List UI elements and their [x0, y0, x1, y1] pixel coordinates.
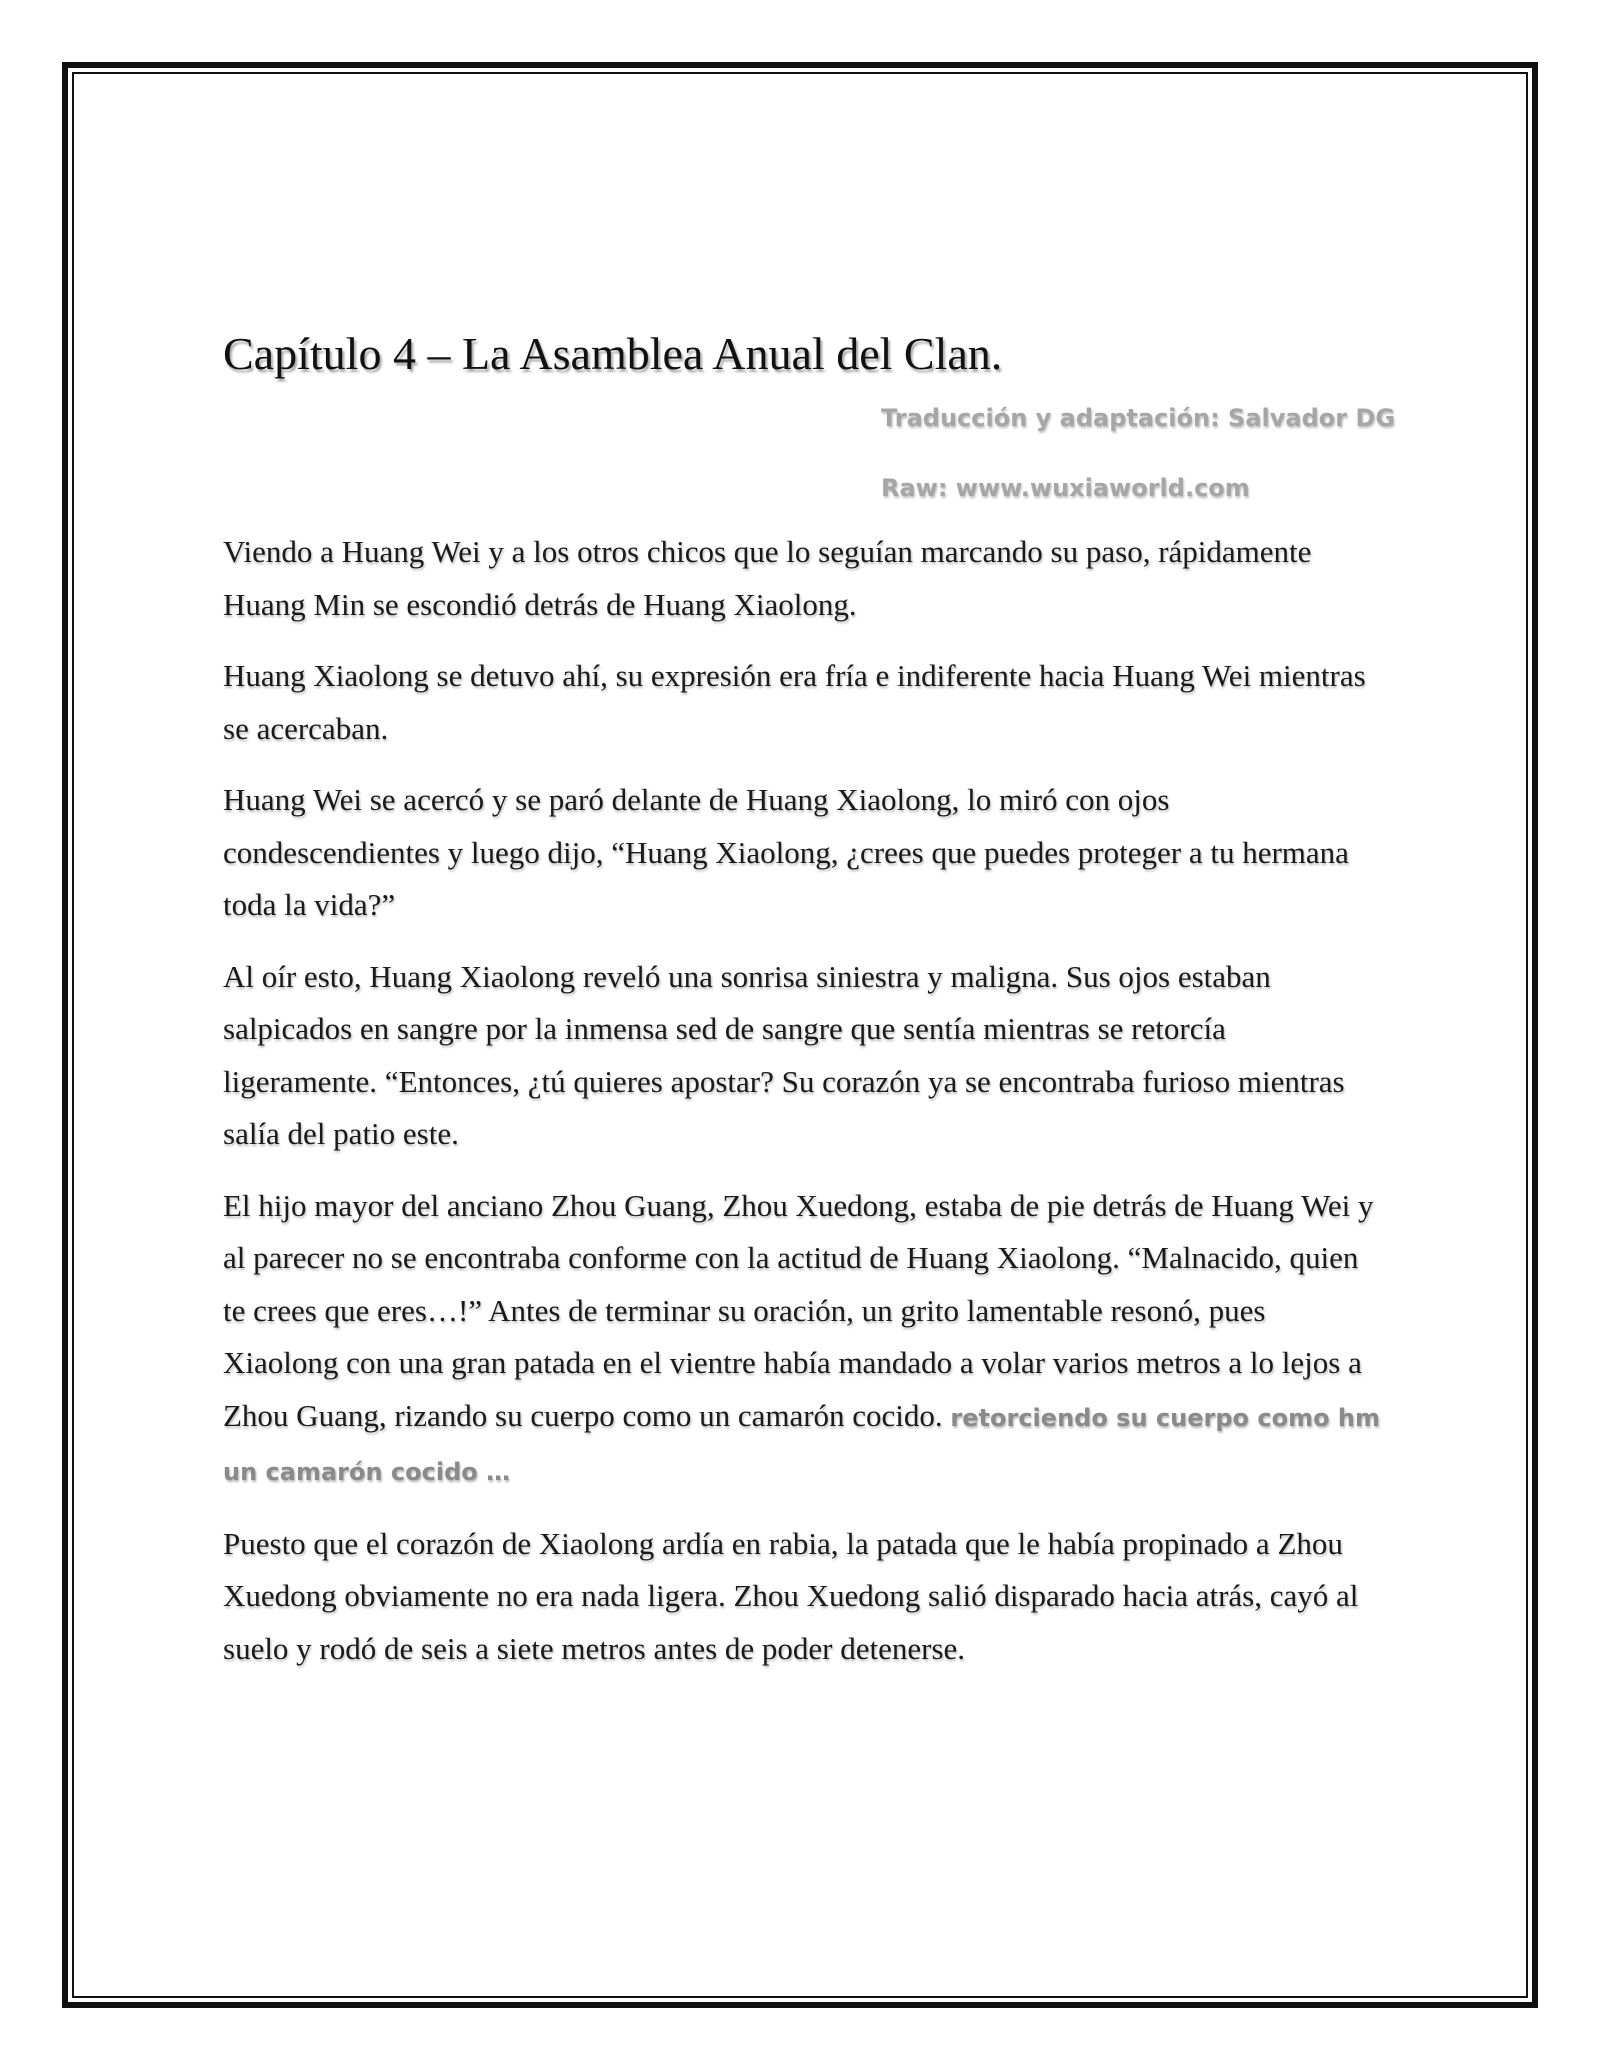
translation-credit: Traducción y adaptación: Salvador DG — [881, 404, 1396, 432]
paragraph-6: Puesto que el corazón de Xiaolong ardía en rabia, la patada que le había propinado a Zhou Xuedong obviamente no era nada ligera. Zhou Xuedong salió disparado hacia atrás, cayó al suelo y rodó de seis a siete metros antes de poder detenerse. — [223, 1525, 1359, 1666]
chapter-title: Capítulo 4 – La Asamblea Anual del Clan. — [223, 328, 1003, 379]
body-text — [223, 526, 1383, 1675]
inline-translator-note: retorciendo su cuerpo como hm un camarón cocido … — [223, 1403, 1381, 1486]
paragraph-4: Al oír esto, Huang Xiaolong reveló una sonrisa siniestra y maligna. Sus ojos estaban salpicados en sangre por la inmensa sed de sangre que sentía mientras se retorcía ligeramente. “Entonces, ¿tú quieres apostar? Su corazón ya se encontraba furioso mientras salía del patio este. — [223, 958, 1345, 1151]
paragraph-2: Huang Xiaolong se detuvo ahí, su expresión era fría e indiferente hacia Huang Wei mientras se acercaban. — [223, 658, 1366, 746]
paragraph-5 — [223, 1180, 1383, 1499]
paragraph-5-text: El hijo mayor del anciano Zhou Guang, Zhou Xuedong, estaba de pie detrás de Huang Wei y al parecer no se encontraba conforme con la actitud de Huang Xiaolong. “Malnacido, quien te crees que eres…!” Antes de terminar su oración, un grito lamentable resonó, pues Xiaolong con una gran patada en el vientre había mandado a volar varios metros a lo lejos a Zhou Guang, rizando su cuerpo como un camarón cocido. — [223, 1187, 1374, 1433]
page-content — [223, 320, 1396, 1694]
credits — [223, 398, 1396, 508]
paragraph-1: Viendo a Huang Wei y a los otros chicos que lo seguían marcando su paso, rápidamente Huang Min se escondió detrás de Huang Xiaolong. — [223, 534, 1312, 622]
paragraph-3: Huang Wei se acercó y se paró delante de Huang Xiaolong, lo miró con ojos condescendientes y luego dijo, “Huang Xiaolong, ¿crees que puedes proteger a tu hermana toda la vida?” — [223, 782, 1349, 922]
raw-source-credit: Raw: www.wuxiaworld.com — [881, 474, 1250, 502]
